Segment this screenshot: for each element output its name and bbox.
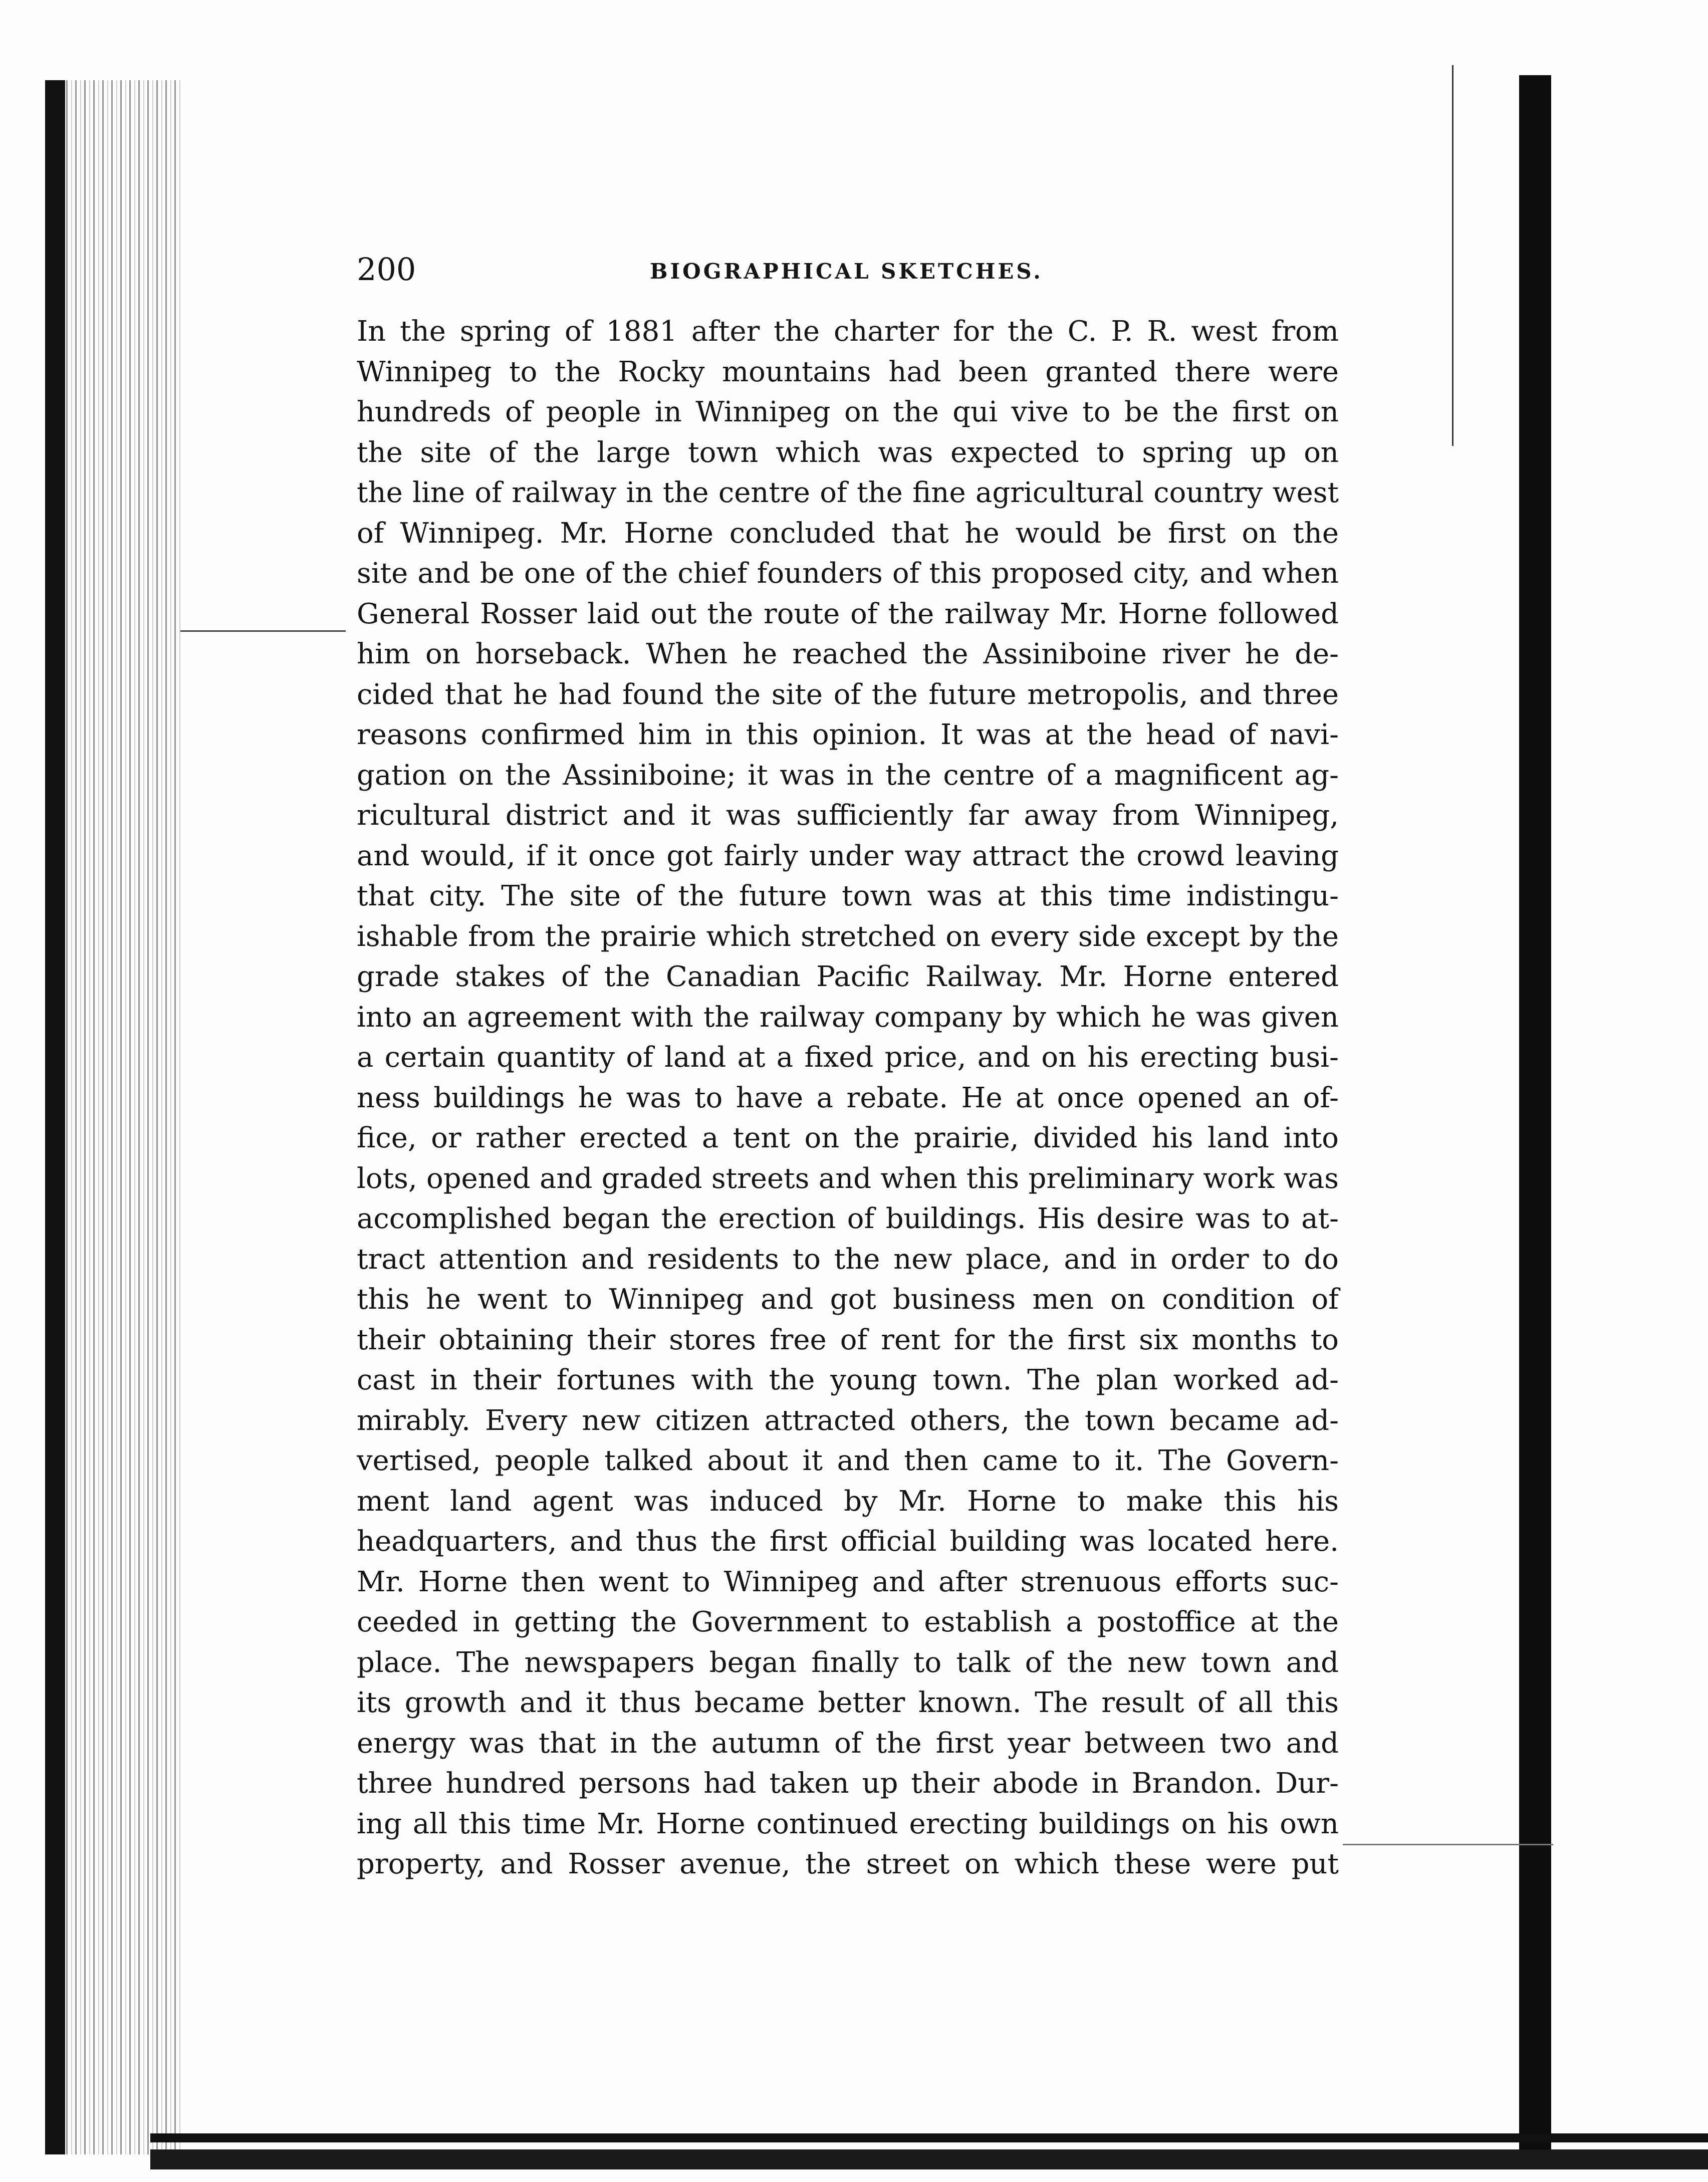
- text-line: site and be one of the chief founders of this proposed city, and when: [357, 557, 1339, 590]
- stray-pen-mark: [1343, 1844, 1553, 1845]
- text-line: a certain quantity of land at a fixed price, and on his erecting busi-: [357, 1041, 1339, 1074]
- bottom-edge: [150, 2133, 1708, 2142]
- text-line: In the spring of 1881 after the charter for the C. P. R. west from: [357, 315, 1339, 348]
- text-line: into an agreement with the railway company by which he was given: [357, 1001, 1339, 1034]
- text-line: gation on the Assiniboine; it was in the centre of a magnificent ag-: [357, 759, 1339, 792]
- right-margin-rule: [1452, 65, 1453, 446]
- left-binding-shadow: [45, 80, 65, 2154]
- text-line: three hundred persons had taken up their abode in Brandon. Dur-: [357, 1767, 1339, 1800]
- body-paragraph: [357, 312, 1339, 1885]
- text-line: ing all this time Mr. Horne continued erecting buildings on his own: [357, 1807, 1339, 1840]
- text-line: headquarters, and thus the first official building was located here.: [357, 1525, 1339, 1558]
- text-line: mirably. Every new citizen attracted others, the town became ad-: [357, 1404, 1339, 1437]
- text-line: the site of the large town which was expected to spring up on: [357, 436, 1339, 469]
- text-line: and would, if it once got fairly under way attract the crowd leaving: [357, 839, 1339, 872]
- text-line: reasons confirmed him in this opinion. It was at the head of navi-: [357, 718, 1339, 751]
- text-line: hundreds of people in Winnipeg on the qui vive to be the first on: [357, 396, 1339, 428]
- text-line: lots, opened and graded streets and when this preliminary work was: [357, 1162, 1339, 1195]
- text-line: tract attention and residents to the new place, and in order to do: [357, 1243, 1339, 1276]
- text-line: place. The newspapers began finally to talk of the new town and: [357, 1646, 1339, 1679]
- text-line: cast in their fortunes with the young town. The plan worked ad-: [357, 1364, 1339, 1396]
- text-line: ishable from the prairie which stretched on every side except by the: [357, 920, 1339, 953]
- text-line: vertised, people talked about it and then came to it. The Govern-: [357, 1444, 1339, 1477]
- text-line: him on horseback. When he reached the Assiniboine river he de-: [357, 638, 1339, 670]
- left-binding-edge: [45, 80, 180, 2154]
- text-line: energy was that in the autumn of the first year between two and: [357, 1727, 1339, 1760]
- text-line: ment land agent was induced by Mr. Horne to make this his: [357, 1485, 1339, 1518]
- text-line: Mr. Horne then went to Winnipeg and after strenuous efforts suc-: [357, 1565, 1339, 1598]
- text-line: fice, or rather erected a tent on the prairie, divided his land into: [357, 1122, 1339, 1154]
- text-line: of Winnipeg. Mr. Horne concluded that he would be first on the: [357, 517, 1339, 550]
- bottom-edge-shadow: [150, 2149, 1708, 2169]
- text-line: accomplished began the erection of buildings. His desire was to at-: [357, 1202, 1339, 1235]
- text-line: grade stakes of the Canadian Pacific Railway. Mr. Horne entered: [357, 960, 1339, 993]
- text-line: Winnipeg to the Rocky mountains had been granted there were: [357, 355, 1339, 388]
- text-line: property, and Rosser avenue, the street on which these were put: [357, 1848, 1339, 1880]
- stray-pen-mark: [180, 630, 346, 632]
- text-line: ricultural district and it was sufficiently far away from Winnipeg,: [357, 799, 1339, 832]
- text-line: their obtaining their stores free of rent for the first six months to: [357, 1323, 1339, 1356]
- text-line: its growth and it thus became better known. The result of all this: [357, 1686, 1339, 1719]
- text-line: that city. The site of the future town was at this time indistingu-: [357, 880, 1339, 912]
- text-line: this he went to Winnipeg and got business men on condition of: [357, 1283, 1339, 1316]
- text-line: General Rosser laid out the route of the railway Mr. Horne followed: [357, 597, 1339, 630]
- right-binding-edge: [1519, 75, 1551, 2159]
- text-line: cided that he had found the site of the future metropolis, and three: [357, 678, 1339, 711]
- running-head: BIOGRAPHICAL SKETCHES.: [650, 259, 1043, 284]
- text-line: ness buildings he was to have a rebate. He at once opened an of-: [357, 1081, 1339, 1114]
- text-line: ceeded in getting the Government to establish a postoffice at the: [357, 1606, 1339, 1638]
- page-number: 200: [357, 251, 416, 288]
- page-header: [357, 250, 1108, 290]
- text-line: the line of railway in the centre of the fine agricultural country west: [357, 476, 1339, 509]
